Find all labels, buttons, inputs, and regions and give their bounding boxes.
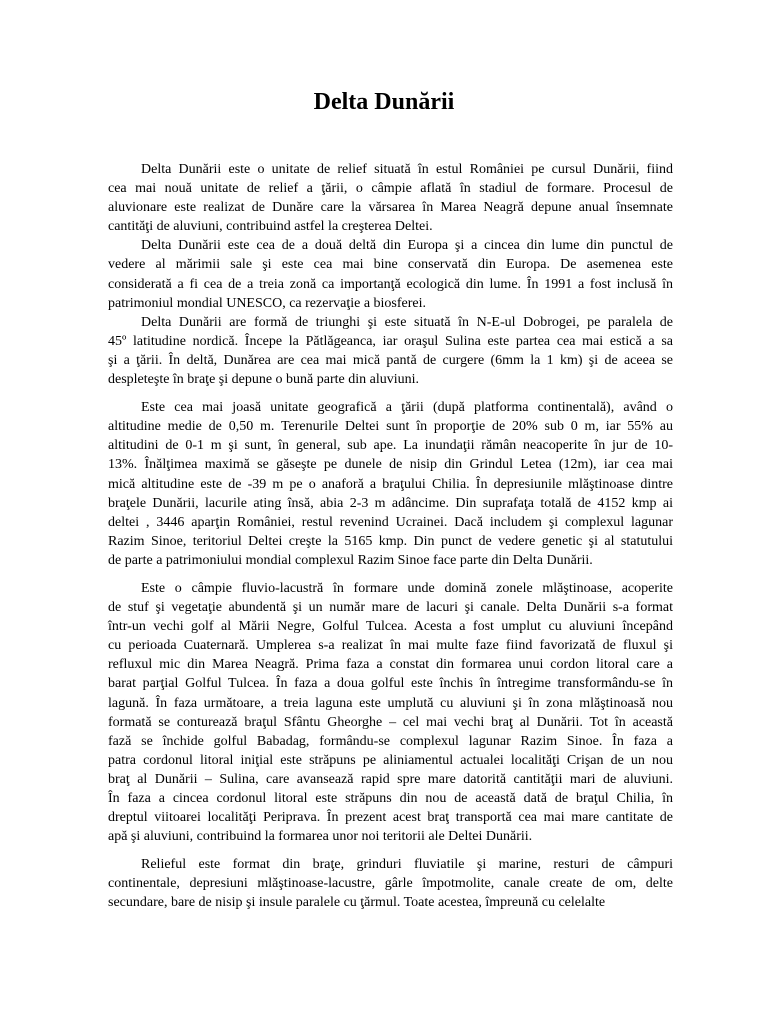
text-line: apă şi aluviuni, contribuind la formarea unor noi teritorii ale Deltei Dunării.	[108, 829, 533, 845]
text-line: formată se conturează braţul Sfântu Gheorghe – cel mai vechi braţ al Dunării. Tot în această	[108, 714, 673, 730]
text-line: de parte a patrimoniului mondial complexul Razim Sinoe face parte din Delta Dunării.	[108, 552, 593, 568]
text-line: cea mai nouă unitate de relief a ţării, o câmpie aflată în stadiul de formare. Procesul de	[108, 181, 673, 197]
text-line: de stuf şi vegetaţie abundentă şi un număr mare de lacuri şi canale. Delta Dunării s-a format	[108, 600, 673, 616]
text-line: Delta Dunării are formă de triunghi şi este situată în N-E-ul Dobrogei, pe paralela de	[141, 314, 673, 330]
text-line: considerată a fi cea de a treia zonă ca importanţă ecologică din lume. În 1991 a fost inclusă în	[108, 276, 673, 292]
text-line: Este o câmpie fluvio-lacustră în formare unde domină zonele mlăştinoase, acoperite	[141, 580, 673, 596]
text-line: dreptul viitoarei localităţi Periprava. În prezent acest braţ transportă cea mai mare cantitate de	[108, 810, 673, 826]
document-title: Delta Dunării	[313, 89, 455, 115]
text-line: refluxul mic din Marea Neagră. Prima faza a constat din formarea unui cordon litoral care a	[108, 657, 673, 673]
text-line: continentale, depresiuni mlăştinoase-lacustre, gârle împotmolite, canale create de om, delte	[108, 876, 673, 892]
text-line: deltei , 3446 aparţin României, restul revenind Ucrainei. Dacă includem şi complexul lagunar	[108, 514, 673, 530]
text-line: secundare, bare de nisip şi insule paralele cu ţărmul. Toate acestea, împreună cu celelalte	[108, 895, 606, 911]
paragraph	[108, 579, 673, 846]
text-line: 45º latitudine nordică. Începe la Pătlăgeanca, iar oraşul Sulina este partea cea mai estică a sa	[108, 333, 673, 349]
text-line: 13%. Înălţimea maximă se găseşte pe dunele de nisip din Grindul Letea (12m), iar cea mai	[108, 457, 673, 473]
text-line: mică altitudine este de -39 m pe o anaforă a braţului Chilia. În depresiunile mlăştinoase dintre	[108, 476, 673, 492]
text-line: altitudini de 0-1 m şi sunt, în general, sub ape. La inundaţii rămân neacoperite în jur de 10-	[108, 438, 673, 454]
text-line: barat parţial Golful Tulcea. În faza a doua golful este închis în întregime transformându-se în	[108, 676, 673, 692]
text-line: Este cea mai joasă unitate geografică a ţării (după platforma continentală), având o	[141, 400, 673, 416]
paragraph	[108, 236, 673, 312]
text-line: Relieful este format din braţe, grinduri fluviatile şi marine, resturi de câmpuri	[141, 857, 673, 873]
text-line: patrimoniul mondial UNESCO, ca rezervaţie a biosferei.	[108, 295, 427, 311]
document-body	[108, 160, 673, 913]
paragraph	[108, 313, 673, 389]
text-line: braţele Dunării, lacurile ating însă, abia 2-3 m adâncime. Din suprafaţa totală de 4152 kmp ai	[108, 495, 673, 511]
text-line: altitudine medie de 0,50 m. Terenurile Deltei sunt în proporţie de 20% sub 0 m, iar 55% au	[108, 419, 673, 435]
text-line: patra cordonul litoral iniţial este străpuns pe aliniamentul actualei localităţi Crişan de un nou	[108, 752, 673, 768]
text-line: şi a ţării. În deltă, Dunărea are cea mai mică pantă de curgere (6mm la 1 km) şi de aceea se	[108, 352, 673, 368]
text-line: lagună. În faza următoare, a treia laguna este umplută cu aluviuni şi în zona mlăştinoasă nou	[108, 695, 673, 711]
paragraph	[108, 398, 673, 570]
text-line: într-un vechi golf al Mării Negre, Golful Tulcea. Acesta a fost umplut cu aluviuni începând	[108, 619, 673, 635]
text-line: Delta Dunării este cea de a două deltă din Europa şi a cincea din lume din punctul de	[141, 238, 673, 254]
text-line: cu perioada Cuaternară. Umplerea s-a realizat în mai multe faze fiind favorizată de fluxul şi	[108, 638, 673, 654]
text-line: În faza a cincea cordonul litoral este străpuns din nou de această dată de braţul Chilia, în	[108, 791, 673, 806]
paragraph	[108, 855, 673, 912]
text-line: Razim Sinoe, teritoriul Deltei creşte la 5165 kmp. Din punct de vedere genetic şi al statutului	[108, 533, 673, 549]
text-line: braţ al Dunării – Sulina, care avansează rapid spre mare datorită cantităţii mari de aluviuni.	[108, 771, 673, 787]
text-line: cantităţi de aluviuni, contribuind astfel la creşterea Deltei.	[108, 219, 433, 235]
text-line: Delta Dunării este o unitate de relief situată în estul României pe cursul Dunării, fiind	[141, 162, 673, 177]
text-line: despleteşte în braţe şi depune o bună parte din aluviuni.	[108, 372, 420, 388]
text-line: aluvionare este realizat de Dunăre care la vărsarea în Marea Neagră depune anual însemnate	[108, 200, 673, 216]
text-line: vedere al mărimii sale şi este cea mai bine conservată din Europa. De asemenea este	[108, 257, 673, 273]
paragraph	[108, 160, 673, 236]
text-line: fază se închide golful Babadag, formându-se complexul lagunar Razim Sinoe. În faza a	[108, 733, 673, 749]
